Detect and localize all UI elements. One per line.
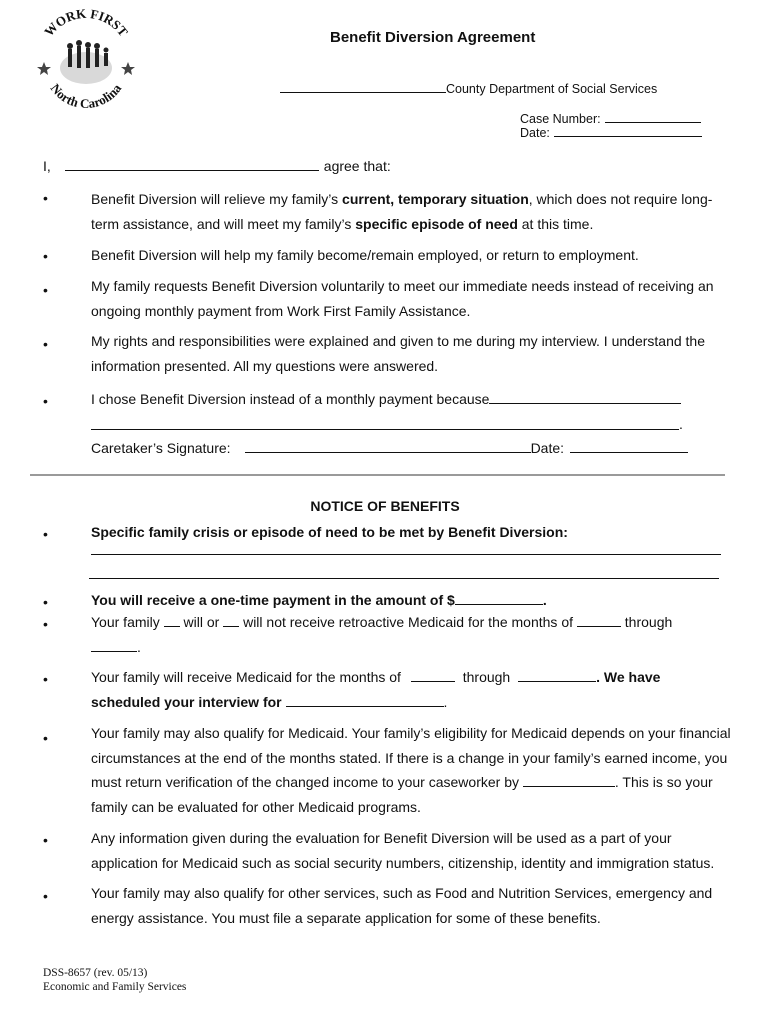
medicaid-to-input-line[interactable]	[518, 668, 596, 682]
signature-input-line[interactable]	[245, 439, 531, 453]
verification-date-input-line[interactable]	[523, 773, 615, 787]
header-date-field	[520, 124, 702, 140]
signature-date-label: Date:	[530, 440, 565, 456]
payment-amount-input-line[interactable]	[455, 591, 543, 605]
medicaid-from-input-line[interactable]	[411, 668, 455, 682]
reason-input-line-2[interactable]	[91, 429, 679, 430]
payment-label: You will receive a one-time payment in the amount of $	[91, 592, 455, 608]
agree-item-3: My family requests Benefit Diversion voluntarily to meet our immediate needs instead of receiving an ongoing monthly payment from Work First Family Assistance.	[91, 278, 714, 319]
agreement-prefix: I,	[43, 158, 51, 174]
form-footer	[43, 966, 186, 994]
bullet: •	[43, 248, 48, 264]
bullet: •	[43, 616, 48, 632]
svg-text:North Carolina	[48, 81, 125, 108]
bullet: •	[43, 832, 48, 848]
star-left-icon	[37, 62, 51, 75]
logo-bottom-text: North Carolina	[47, 80, 125, 108]
header-date-label: Date:	[520, 126, 550, 140]
division-name: Economic and Family Services	[43, 981, 187, 993]
form-number: DSS-8657 (rev. 05/13)	[43, 967, 148, 979]
notice-title: NOTICE OF BENEFITS	[310, 498, 460, 514]
logo-graphic	[30, 8, 142, 108]
retro-to-input-line[interactable]	[91, 638, 137, 652]
bullet: •	[43, 730, 48, 746]
bullet: •	[43, 526, 48, 542]
agree-item-4: My rights and responsibilities were explained and given to me during my interview. I understand the information presented. All my questions were answered.	[91, 333, 705, 374]
information-use-item: Any information given during the evaluation for Benefit Diversion will be used as a part of your application for Medicaid such as social security numbers, citizenship, identity and immigration status.	[91, 830, 715, 871]
bullet: •	[43, 190, 48, 206]
logo-top-text: WORK FIRST	[41, 8, 132, 40]
payment-line: You will receive a one-time payment in the amount of $ .	[91, 592, 547, 608]
agree-item-5	[91, 387, 751, 412]
bullet: •	[43, 336, 48, 352]
county-label: County Department of Social Services	[446, 82, 658, 96]
bullet: •	[43, 671, 48, 687]
reason-end: .	[679, 416, 683, 432]
retro-medicaid-item: Your family will or will not receive retroactive Medicaid for the months of through .	[91, 614, 673, 655]
bullet: •	[43, 594, 48, 610]
star-right-icon	[121, 62, 135, 75]
county-field	[280, 80, 657, 96]
agreement-line	[43, 156, 391, 174]
signature-line	[91, 436, 751, 461]
bullet: •	[43, 393, 48, 409]
retro-from-input-line[interactable]	[577, 613, 621, 627]
case-number-input-line[interactable]	[605, 110, 701, 123]
reason-label: I chose Benefit Diversion instead of a monthly payment because	[91, 391, 490, 407]
interview-date-input-line[interactable]	[286, 693, 444, 707]
other-services-item: Your family may also qualify for other services, such as Food and Nutrition Services, emergency and energy assistance. You must file a separate application for some of these benefits.	[91, 885, 713, 926]
section-divider	[30, 474, 725, 476]
agree-item-1: Benefit Diversion will relieve my family’s current, temporary situation, which does not require long-term assistance, and will meet my family’s specific episode of need at this time.	[91, 191, 713, 232]
name-input-line[interactable]	[65, 156, 319, 171]
header-date-input-line[interactable]	[554, 124, 702, 137]
signature-label: Caretaker’s Signature:	[91, 440, 231, 456]
county-input-line[interactable]	[280, 80, 446, 93]
signature-date-input-line[interactable]	[570, 439, 688, 453]
crisis-input-line-1[interactable]	[91, 554, 721, 555]
agreement-suffix: agree that:	[323, 158, 391, 174]
crisis-label: Specific family crisis or episode of need to be met by Benefit Diversion:	[91, 524, 568, 540]
svg-text:WORK FIRST	[41, 8, 131, 39]
will-checkbox-line[interactable]	[164, 613, 180, 627]
agree-item-2: Benefit Diversion will help my family become/remain employed, or return to employment.	[91, 247, 639, 263]
bullet: •	[43, 282, 48, 298]
medicaid-qualify-item: Your family may also qualify for Medicaid. Your family’s eligibility for Medicaid depends on your financial circumstances at the end of the months stated. If there is a change in your family’s earned income, you must return verification of the changed income to your caseworker by . This is so your family can be evaluated for other Medicaid programs.	[91, 725, 731, 815]
medicaid-months-item: Your family will receive Medicaid for the months of through . We have scheduled your interview for .	[91, 669, 661, 710]
work-first-logo	[30, 8, 142, 108]
case-number-label: Case Number:	[520, 112, 601, 126]
bullet: •	[43, 888, 48, 904]
reason-input-line[interactable]	[489, 390, 681, 404]
will-not-checkbox-line[interactable]	[223, 613, 239, 627]
crisis-input-line-2[interactable]	[89, 578, 719, 579]
page-title: Benefit Diversion Agreement	[330, 29, 536, 46]
